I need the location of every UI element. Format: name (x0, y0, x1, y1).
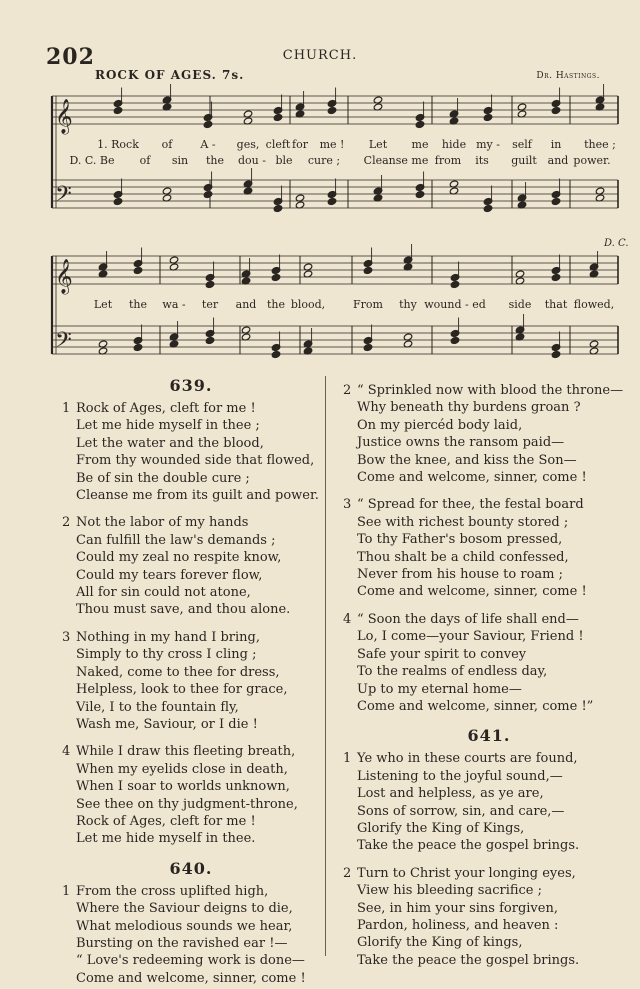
note-head (203, 191, 212, 199)
hymn-641-text (343, 750, 635, 969)
verse-line (343, 452, 635, 469)
verse-text: Turn to Christ your longing eyes, (357, 865, 576, 881)
verse-text: Where the Saviour deigns to die, (76, 901, 293, 917)
verse-line (343, 803, 635, 820)
lyric-syllable: thy (399, 298, 417, 311)
stanza-number: 2 (343, 383, 352, 398)
lyric-syllable: hide (441, 138, 467, 151)
verse-text: Not the labor of my hands (76, 515, 249, 531)
note-head (271, 274, 280, 282)
verse-line (62, 629, 320, 646)
note-head (133, 344, 142, 352)
verse-text: Listening to the joyful sound,— (357, 768, 563, 784)
verse-text: “ Love's redeeming work is done— (76, 953, 305, 969)
verse-text: Come and welcome, sinner, come !” (357, 698, 594, 714)
lyric-line-2 (0, 154, 640, 168)
verse-line (62, 743, 320, 760)
verse-line (343, 514, 635, 531)
verse-text: See, in him your sins forgiven, (357, 900, 558, 916)
verse-line (343, 698, 635, 715)
verse-line (343, 496, 635, 513)
stanza (62, 629, 320, 733)
lyric-syllable: ter (201, 298, 219, 311)
lyric-line-1 (0, 138, 640, 152)
verse-text: Come and welcome, sinner, come ! (357, 584, 587, 600)
verse-line (62, 778, 320, 795)
lyric-syllable: thee ; (584, 138, 616, 151)
lyric-syllable: Cleanse me (363, 154, 429, 167)
verse-line (343, 750, 635, 767)
verse-text: “ Soon the days of life shall end— (357, 611, 579, 627)
note-head (551, 274, 560, 282)
verse-line (343, 865, 635, 882)
verse-text: Ye who in these courts are found, (357, 751, 578, 767)
verse-line (62, 452, 320, 469)
lyric-syllable: wound - ed (424, 298, 486, 311)
hymn-641 (343, 725, 635, 969)
music-score (0, 0, 640, 370)
lyric-syllable: side (508, 298, 532, 311)
verse-text: Justice owns the ransom paid— (357, 435, 565, 451)
hymn-639 (62, 375, 320, 848)
verse-line (343, 382, 635, 399)
verse-text: Sons of sorrow, sin, and care,— (357, 803, 565, 819)
lyric-syllable: of (139, 154, 151, 167)
verse-line (343, 611, 635, 628)
tune-title: ROCK OF AGES. 7s. (95, 68, 245, 82)
verse-text: Rock of Ages, cleft for me ! (76, 813, 256, 829)
note-head (483, 114, 492, 122)
verse-text: See with richest bounty stored ; (357, 514, 569, 530)
note-head (551, 198, 560, 206)
lyric-syllable: wa - (162, 298, 186, 311)
lyric-syllable: its (475, 154, 489, 167)
lyric-syllable: 1. Rock (97, 138, 139, 151)
verse-line (343, 628, 635, 645)
lyric-syllable: for (292, 138, 308, 151)
verse-text: What melodious sounds we hear, (76, 918, 293, 934)
note-head (363, 267, 372, 275)
note-head (483, 205, 492, 213)
verse-line (62, 970, 320, 987)
verse-text: To the realms of endless day, (357, 664, 548, 680)
hymn-640 (62, 858, 320, 987)
verse-line (343, 900, 635, 917)
lyric-syllable: me (411, 138, 429, 151)
verse-text: Come and welcome, sinner, come ! (357, 470, 587, 486)
verse-text: Cleanse me from its guilt and power. (76, 488, 319, 504)
hymn-640-continued (343, 382, 635, 715)
lyric-syllable: from (434, 154, 462, 167)
stanza-number: 2 (343, 865, 352, 881)
dc-mark: D. C. (604, 238, 629, 249)
verse-line (343, 837, 635, 854)
verse-text: Rock of Ages, cleft for me ! (76, 401, 256, 416)
stanza (343, 611, 635, 715)
note-head (415, 191, 424, 199)
lyric-syllable: that (544, 298, 568, 311)
verse-line (343, 882, 635, 899)
verse-text: All for sin could not atone, (76, 585, 251, 601)
verse-line (62, 549, 320, 566)
verse-text: Nothing in my hand I bring, (76, 629, 260, 645)
note-head (273, 114, 282, 122)
verse-line (62, 664, 320, 681)
verse-line (62, 417, 320, 434)
stanza (62, 743, 320, 847)
verse-text: While I draw this fleeting breath, (76, 744, 296, 760)
verse-text: Up to my eternal home— (357, 681, 522, 697)
stanza (343, 382, 635, 486)
composer-credit: Dr. Hastings. (536, 71, 600, 81)
lyric-syllable: guilt (511, 154, 537, 167)
verse-text: “ Sprinkled now with blood the throne— (357, 383, 624, 398)
verse-text: Let me hide myself in thee ; (76, 418, 260, 434)
lyric-syllable: Let (93, 298, 113, 311)
verse-line (343, 768, 635, 785)
verse-text: Wash me, Saviour, or I die ! (76, 716, 258, 732)
verse-line (343, 663, 635, 680)
lyric-syllable: flowed, (573, 298, 615, 311)
verse-line (343, 434, 635, 451)
verse-text: Can fulfill the law's demands ; (76, 532, 276, 548)
lyric-syllable: blood, (290, 298, 326, 311)
verse-line (62, 699, 320, 716)
verse-line (62, 400, 320, 417)
verse-text: Why beneath thy burdens groan ? (357, 400, 581, 416)
hymn-number: 641. (467, 726, 511, 746)
verse-line (343, 469, 635, 486)
lyric-syllable: the (205, 154, 225, 167)
lyric-syllable: power. (573, 154, 611, 167)
verse-text: Pardon, holiness, and heaven : (357, 917, 559, 933)
verse-line (62, 435, 320, 452)
verse-text: Take the peace the gospel brings. (357, 952, 580, 968)
verse-text: Could my tears forever flow, (76, 567, 263, 583)
lyric-syllable: ble (275, 154, 293, 167)
verse-text: Lost and helpless, as ye are, (357, 786, 544, 802)
verse-line (62, 761, 320, 778)
verse-text: Thou must save, and thou alone. (76, 602, 291, 618)
verse-text: “ Spread for thee, the festal board (357, 497, 584, 513)
hymn-639-text (62, 400, 320, 848)
verse-text: Could my zeal no respite know, (76, 550, 282, 566)
lyric-syllable: Let (368, 138, 388, 151)
lyric-line-3 (0, 298, 640, 312)
verse-text: Bow the knee, and kiss the Son— (357, 452, 577, 468)
stanza-number: 4 (62, 744, 71, 760)
stanza-number: 2 (62, 515, 71, 531)
verse-text: Bursting on the ravished ear !— (76, 935, 288, 951)
verse-text: Simply to thy cross I cling ; (76, 647, 257, 663)
stanza (343, 750, 635, 854)
stanza-number: 1 (62, 883, 71, 899)
lyric-syllable: dou - (238, 154, 266, 167)
verse-line (62, 681, 320, 698)
note-head (113, 107, 122, 115)
verse-text: From thy wounded side that flowed, (76, 453, 315, 469)
hymn-number: 639. (169, 376, 213, 395)
note-head (327, 107, 336, 115)
verse-text: To thy Father's bosom pressed, (357, 532, 563, 548)
stanza (62, 514, 320, 618)
verse-line (62, 487, 320, 504)
lyric-syllable: cure ; (307, 154, 341, 167)
verse-text: Glorify the King of kings, (357, 935, 523, 951)
lyric-syllable: A - (200, 138, 216, 151)
verse-line (62, 796, 320, 813)
verse-text: Glorify the King of Kings, (357, 820, 525, 836)
verse-line (343, 583, 635, 600)
verse-line (343, 646, 635, 663)
lyric-syllable: in (550, 138, 562, 151)
verse-text: Let the water and the blood, (76, 435, 264, 451)
note-head (551, 107, 560, 115)
lyric-syllable: the (266, 298, 286, 311)
verse-line (62, 514, 320, 531)
verse-line (62, 470, 320, 487)
note-head (450, 337, 459, 345)
verse-line (62, 532, 320, 549)
lyric-syllable: my - (476, 138, 500, 151)
note-head (133, 267, 142, 275)
lyric-syllable: of (161, 138, 173, 151)
note-head (450, 281, 459, 289)
verse-line (343, 952, 635, 969)
clef-icon: 𝄞 (55, 259, 73, 294)
verse-text: Be of sin the double cure ; (76, 470, 250, 486)
verse-line (343, 681, 635, 698)
verse-text: From the cross uplifted high, (76, 883, 269, 899)
lyric-syllable: and (547, 154, 569, 167)
stanza (343, 865, 635, 969)
lyric-syllable: the (128, 298, 148, 311)
lyric-syllable: ges, (236, 138, 260, 151)
lyric-syllable: From (353, 298, 383, 311)
verse-line (343, 549, 635, 566)
page-number: 202 (46, 44, 95, 70)
stanza (62, 883, 320, 987)
stanza-number: 4 (343, 611, 352, 627)
verse-line (343, 399, 635, 416)
column-divider (325, 376, 326, 956)
verse-line (62, 935, 320, 952)
hymn-640-text (62, 883, 320, 987)
verse-text: On my piercéd body laid, (357, 417, 523, 433)
verse-text: When I soar to worlds unknown, (76, 779, 290, 795)
clef-icon: 𝄢 (55, 182, 72, 212)
verse-line (343, 417, 635, 434)
verse-line (62, 830, 320, 847)
verse-text: Take the peace the gospel brings. (357, 838, 580, 854)
verse-text: View his bleeding sacrifice ; (357, 883, 543, 899)
clef-icon: 𝄞 (55, 99, 73, 134)
verse-line (62, 918, 320, 935)
verse-line (62, 584, 320, 601)
note-head (205, 337, 214, 345)
verse-line (343, 785, 635, 802)
stanza (62, 400, 320, 504)
verse-line (62, 567, 320, 584)
verse-line (62, 716, 320, 733)
verse-line (62, 883, 320, 900)
lyric-syllable: and (235, 298, 257, 311)
verse-text: Lo, I come—your Saviour, Friend ! (357, 629, 584, 645)
note-head (415, 121, 424, 129)
hymn-number: 640. (169, 858, 213, 878)
verse-text: See thee on thy judgment-throne, (76, 796, 298, 812)
verse-line (343, 820, 635, 837)
note-head (203, 121, 212, 129)
right-column (343, 379, 635, 969)
verse-line (62, 601, 320, 618)
verse-text: Let me hide myself in thee. (76, 831, 256, 847)
note-head (327, 198, 336, 206)
lyric-syllable: cleft (265, 138, 291, 151)
note-head (205, 281, 214, 289)
verse-text: Never from his house to roam ; (357, 567, 563, 583)
note-head (271, 351, 280, 359)
verse-text: Safe your spirit to convey (357, 646, 527, 662)
lyric-syllable: self (512, 138, 532, 151)
verse-text: Come and welcome, sinner, come ! (76, 970, 306, 986)
note-head (113, 198, 122, 206)
verse-line (343, 917, 635, 934)
stanza (343, 496, 635, 600)
clef-icon: 𝄢 (55, 328, 72, 358)
verse-text: Naked, come to thee for dress, (76, 664, 280, 680)
note-head (551, 351, 560, 359)
verse-line (62, 952, 320, 969)
lyric-syllable: sin (171, 154, 189, 167)
verse-text: Vile, I to the fountain fly, (76, 699, 239, 715)
verse-line (343, 934, 635, 951)
note-head (273, 205, 282, 213)
stanza-number: 3 (343, 497, 352, 513)
stanza-number: 1 (343, 751, 352, 767)
verse-line (62, 646, 320, 663)
lyric-syllable: me ! (319, 138, 345, 151)
left-column (62, 375, 320, 987)
lyric-syllable: D. C. Be (69, 154, 115, 167)
stanza-number: 1 (62, 401, 71, 416)
stanza-number: 3 (62, 629, 71, 645)
note-head (363, 344, 372, 352)
verse-text: Thou shalt be a child confessed, (357, 549, 569, 565)
verse-line (343, 566, 635, 583)
verse-line (343, 531, 635, 548)
verse-line (62, 900, 320, 917)
running-head: CHURCH. (282, 48, 358, 63)
verse-text: When my eyelids close in death, (76, 761, 288, 777)
verse-line (62, 813, 320, 830)
verse-text: Helpless, look to thee for grace, (76, 682, 288, 698)
